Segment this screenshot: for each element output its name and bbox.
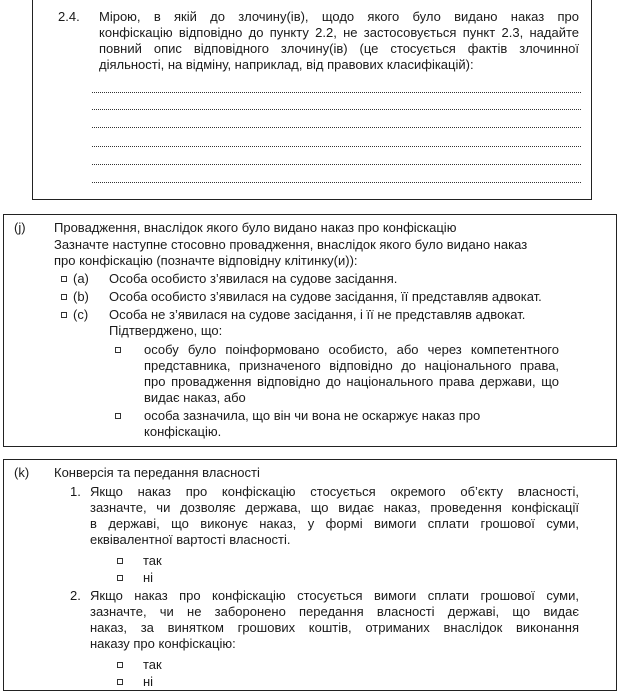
checkbox-1-no[interactable] [117,575,123,581]
section-2-4-line-2: конфіскацію відповідно до пункту 2.2, не застосовується пункт 2.3, надайте [99,25,579,40]
option-c-label: (c) [73,307,89,322]
checkbox-1-yes[interactable] [117,558,123,564]
item-1-no-label: ні [143,570,154,585]
option-a-label: (a) [73,271,89,286]
section-j-title: Провадження, внаслідок якого було видано наказ про конфіскацію [54,220,457,235]
section-k-title: Конверсія та передання власності [54,465,260,480]
answer-line-5[interactable] [92,164,581,165]
item-1-line-1: Якщо наказ про конфіскацію стосується окремого об’єкту власності, [90,484,579,499]
item-2-line-4: наказу про конфіскацію: [90,636,236,651]
item-2-line-2: зазначте, чи не заборонено передання власності державі, що видає [90,604,579,619]
section-2-4-line-4: діяльності, на відміну, наприклад, від правових класифікацій): [99,57,474,72]
item-2-line-1: Якщо наказ про конфіскацію стосується вимоги сплати грошової суми, [90,588,579,603]
answer-line-2[interactable] [92,109,581,110]
section-2-4-box [32,0,592,200]
item-1-line-3: в державі, що виконує наказ, у формі вимоги сплати грошової суми, [90,516,579,531]
checkbox-2-yes[interactable] [117,662,123,668]
item-1-line-4: еквівалентної вартості власності. [90,532,291,547]
checkbox-a[interactable] [61,276,67,282]
sub-option-2-line-1: особа зазначила, що він чи вона не оскаржує наказ про [144,408,481,423]
option-b-label: (b) [73,289,89,304]
item-1-number: 1. [70,484,81,499]
checkbox-c[interactable] [61,312,67,318]
option-a-text: Особа особисто з’явилася на судове засідання. [109,271,398,286]
option-c-text: Особа не з’явилася на судове засідання, і її не представляв адвокат. [109,307,526,322]
sub-option-1-line-4: видає наказ, або [144,390,246,405]
section-2-4-number: 2.4. [58,9,80,24]
item-2-line-3: наказ, за винятком грошових коштів, отриманих внаслідок виконання [90,620,579,635]
sub-option-1-line-1: особу було поінформовано особисто, або через компетентного [144,342,559,357]
checkbox-c-not-contest[interactable] [115,413,121,419]
answer-line-3[interactable] [92,127,581,128]
item-2-no-label: ні [143,674,154,689]
answer-line-4[interactable] [92,146,581,147]
checkbox-c-informed[interactable] [115,347,121,353]
section-j-intro-1: Зазначте наступне стосовно провадження, внаслідок якого було видано наказ [54,237,528,252]
checkbox-b[interactable] [61,294,67,300]
checkbox-2-no[interactable] [117,679,123,685]
item-2-number: 2. [70,588,81,603]
section-j-letter: (j) [14,220,26,235]
section-j-box [3,214,617,447]
sub-option-1-line-3: про провадження відповідно до національного права держави, що [144,374,559,389]
section-k-box [3,459,617,691]
item-1-line-2: зазначте, чи дозволяє держава, що видає наказ, проведення конфіскації [90,500,579,515]
answer-line-6[interactable] [92,182,581,183]
sub-option-1-line-2: представника, призначеного відповідно до національного права, [144,358,559,373]
answer-line-1[interactable] [92,92,581,93]
section-j-intro-2: про конфіскацію (позначте відповідну клітинку(и)): [54,253,358,268]
item-2-yes-label: так [143,657,162,672]
sub-option-2-line-2: конфіскацію. [144,424,222,439]
section-k-letter: (k) [14,465,30,480]
option-b-text: Особа особисто з’явилася на судове засідання, її представляв адвокат. [109,289,542,304]
section-2-4-line-3: повний опис відповідного злочину(ів) (це стосується фактів злочинної [99,41,579,56]
section-2-4-line-1: Мірою, в якій до злочину(ів), щодо якого було видано наказ про [99,9,579,24]
confirmed-label: Підтверджено, що: [109,323,223,338]
item-1-yes-label: так [143,553,162,568]
